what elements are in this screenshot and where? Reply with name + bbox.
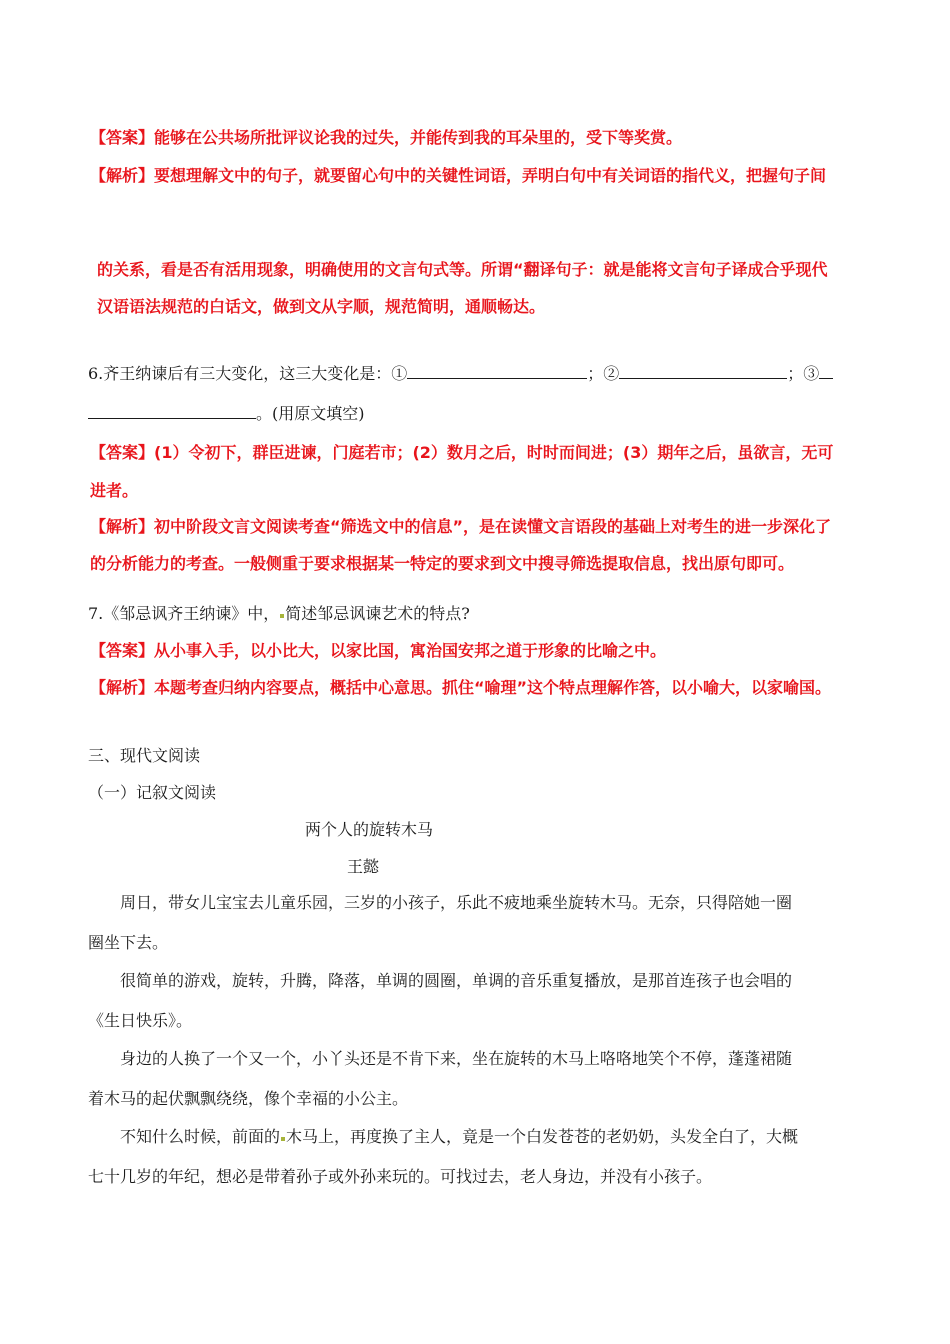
article-author: 王懿	[347, 857, 380, 876]
article-paragraph-4-line-2: 七十几岁的年纪，想必是带着孙子或外孙来玩的。可找过去，老人身边，并没有小孩子。	[88, 1167, 713, 1186]
article-paragraph-4-line-1	[120, 1126, 798, 1148]
answer-tag: 【答案】	[90, 641, 155, 660]
article-paragraph-2-line-1: 很简单的游戏，旋转，升腾，降落，单调的圆圈，单调的音乐重复播放，是那首连孩子也会唱的	[120, 971, 793, 990]
q7-analysis-line	[90, 677, 831, 699]
fill-blank-3[interactable]	[88, 402, 256, 419]
q7-analysis-text: 本题考查归纳内容要点，概括中心意思。抓住“喻理”这个特点理解作答，以小喻大，以家喻国。	[154, 678, 832, 697]
answer-tag: 【答案】	[90, 128, 155, 147]
q6-analysis-line-1	[90, 516, 831, 538]
q5-answer-text: 能够在公共场所批评议论我的过失，并能传到我的耳朵里的，受下等奖赏。	[154, 128, 683, 147]
q5-analysis-line-2: 的关系，看是否有活用现象，明确使用的文言句式等。所谓“翻译句子：就是能将文言句子译成合乎现代	[97, 260, 828, 279]
analysis-tag: 【解析】	[90, 166, 155, 185]
analysis-tag: 【解析】	[90, 517, 155, 536]
q5-analysis-text-1: 要想理解文中的句子，就要留心句中的关键性词语，弄明白句中有关词语的指代义，把握句子间	[154, 166, 827, 185]
article-title: 两个人的旋转木马	[305, 820, 434, 839]
q6-sep-3: ；③	[787, 364, 820, 383]
q7-answer-line	[90, 640, 666, 662]
q6-question-end: 。(用原文填空)	[256, 404, 365, 423]
q5-answer-line	[90, 127, 682, 149]
q5-analysis-line-1	[90, 165, 826, 187]
article-paragraph-1-line-1: 周日，带女儿宝宝去儿童乐园，三岁的小孩子，乐此不疲地乘坐旋转木马。无奈，只得陪她一圈	[120, 893, 793, 912]
q6-answer-line-2: 进者。	[90, 481, 139, 500]
q6-question-text: 6.齐王纳谏后有三大变化，这三大变化是：①	[88, 364, 408, 383]
q6-analysis-line-2: 的分析能力的考查。一般侧重于要求根据某一特定的要求到文中搜寻筛选提取信息，找出原句即可。	[90, 554, 795, 573]
q6-question-line-2	[88, 402, 365, 425]
article-paragraph-3-line-2: 着木马的起伏飘飘绕绕，像个幸福的小公主。	[88, 1089, 409, 1108]
analysis-tag: 【解析】	[90, 678, 155, 697]
article-paragraph-1-line-2: 圈坐下去。	[88, 933, 169, 952]
article-paragraph-2-line-2: 《生日快乐》。	[88, 1011, 193, 1030]
section-title: 三、现代文阅读	[88, 746, 201, 765]
artifact-dot-icon	[281, 1137, 285, 1141]
q6-answer-text-1: (1）令初下，群臣进谏，门庭若市；(2）数月之后，时时而间进；(3）期年之后，虽欲言，无可	[154, 443, 834, 462]
article-p4-text-a: 不知什么时候，前面的	[120, 1127, 281, 1146]
article-paragraph-3-line-1: 身边的人换了一个又一个，小丫头还是不肯下来，坐在旋转的木马上咯咯地笑个不停，蓬蓬裙随	[120, 1049, 793, 1068]
q6-sep-2: ；②	[587, 364, 620, 383]
artifact-dot-icon	[280, 614, 284, 618]
q7-question-line	[88, 603, 470, 625]
fill-blank-2[interactable]	[619, 362, 787, 379]
article-p4-text-b: 木马上，再度换了主人，竟是一个白发苍苍的老奶奶，头发全白了，大概	[286, 1127, 799, 1146]
q7-answer-text: 从小事入手，以小比大，以家比国，寓治国安邦之道于形象的比喻之中。	[154, 641, 667, 660]
fill-blank-1[interactable]	[407, 362, 587, 379]
q6-question-line-1	[88, 362, 833, 385]
q7-question-text-a: 7.《邹忌讽齐王纳谏》中，	[88, 604, 280, 623]
q6-analysis-text-1: 初中阶段文言文阅读考查“筛选文中的信息”，是在读懂文言语段的基础上对考生的进一步深化了	[154, 517, 832, 536]
fill-blank-3-start[interactable]	[819, 362, 833, 379]
answer-tag: 【答案】	[90, 443, 155, 462]
q5-analysis-line-3: 汉语语法规范的白话文，做到文从字顺，规范简明，通顺畅达。	[97, 297, 546, 316]
q6-answer-line-1	[90, 442, 833, 464]
q7-question-text-b: 简述邹忌讽谏艺术的特点?	[285, 604, 470, 623]
section-subtitle: （一）记叙文阅读	[88, 783, 217, 802]
